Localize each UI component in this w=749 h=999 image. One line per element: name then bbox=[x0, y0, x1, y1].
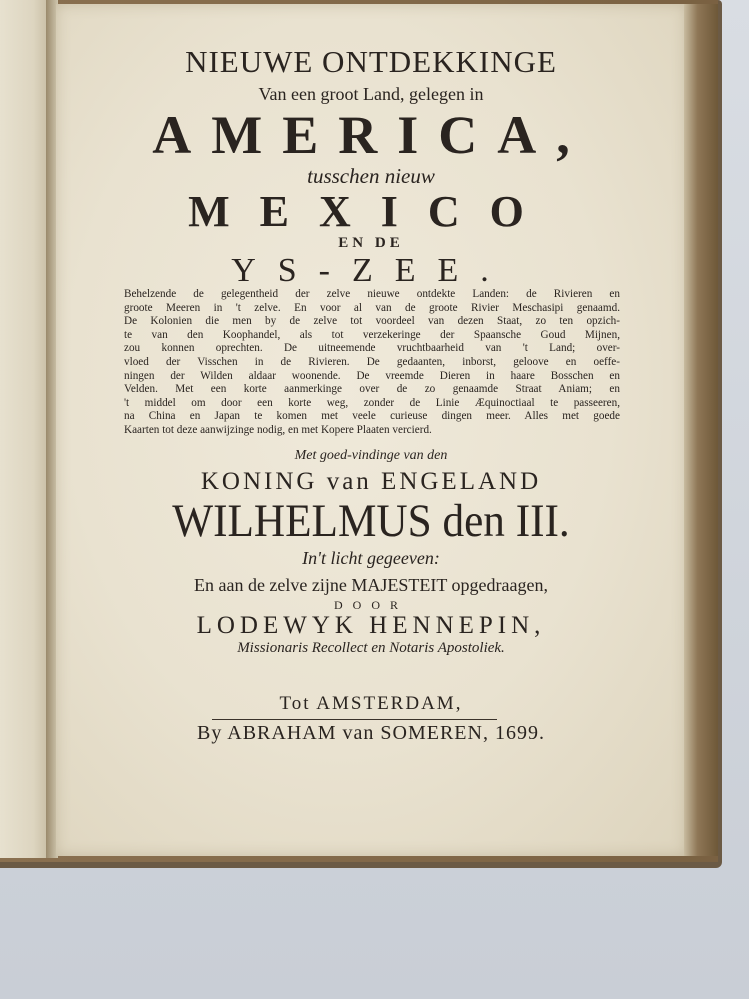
description-line: Velden. Met een korte aanmerkinge over de zo genaamde Straat Aniam; en bbox=[124, 383, 620, 396]
description-line: te van den Koophandel, als tot verzekeringe der Spaansche Goud Mijnen, bbox=[124, 328, 620, 341]
description-line: Behelzende de gelegentheid der zelve nieuwe ontdekte Landen: de Rivieren en bbox=[124, 288, 620, 300]
description-paragraph bbox=[124, 288, 620, 438]
description-line: De Kolonien die men by de zelve tot voordeel van dezen Staat, zo ten opzich- bbox=[124, 315, 620, 328]
imprint-place: Tot AMSTERDAM, bbox=[279, 693, 463, 714]
author-title: Missionaris Recollect en Notaris Apostoliek. bbox=[237, 640, 505, 656]
title-ys-zee: YS-ZEE. bbox=[231, 252, 511, 289]
subtitle-en-de: EN DE bbox=[338, 235, 404, 251]
author-name: LODEWYK HENNEPIN, bbox=[196, 612, 546, 639]
line-met-goed-vindinge: Met goed-vindinge van den bbox=[294, 448, 448, 463]
line-door: DOOR bbox=[333, 598, 408, 612]
description-line-last: Kaarten tot deze aanwijzinge nodig, en met Kopere Plaaten vercierd. bbox=[124, 423, 432, 436]
imprint-publisher-year: By ABRAHAM van SOMEREN, 1699. bbox=[197, 722, 545, 744]
description-line: ningen der Wilden aldaar woonende. De vreemde Dieren in haare Bosschen en bbox=[124, 369, 620, 382]
description-line: zou konnen oprechten. De uitneemende vruchtbaarheid van 't Land; over- bbox=[124, 342, 620, 355]
imprint-rule bbox=[212, 719, 497, 720]
title-mexico: MEXICO bbox=[188, 187, 554, 236]
subtitle-tusschen-nieuw: tusschen nieuw bbox=[307, 164, 435, 188]
description-line: na China en Japan te komen met veele curieuse dingen meer. Alles met goede bbox=[124, 410, 620, 423]
description-line: 't middel om door een korte weg, zonder de Linie Æquinoctiaal te passeeren, bbox=[124, 396, 620, 409]
line-in-t-licht-gegeeven: In't licht gegeeven: bbox=[302, 548, 440, 568]
description-line: vloed der Visschen in de Rivieren. De gedaanten, inborst, geloove en oeffe- bbox=[124, 355, 620, 368]
title-line-nieuwe-ontdekkinge: NIEUWE ONTDEKKINGE bbox=[185, 44, 557, 79]
description-line: groote Meeren in 't zelve. En voor al van de groote Rivier Meschasipi genaamd. bbox=[124, 301, 620, 314]
line-dedication-majesteit: En aan de zelve zijne MAJESTEIT opgedraagen, bbox=[193, 575, 549, 595]
title-america: AMERICA, bbox=[152, 105, 590, 165]
title-wilhelmus-den-iii: WILHELMUS den III. bbox=[172, 495, 570, 547]
line-koning-van-engeland: KONING van ENGELAND bbox=[200, 468, 542, 495]
subtitle-van-een-groot-land: Van een groot Land, gelegen in bbox=[258, 84, 484, 104]
